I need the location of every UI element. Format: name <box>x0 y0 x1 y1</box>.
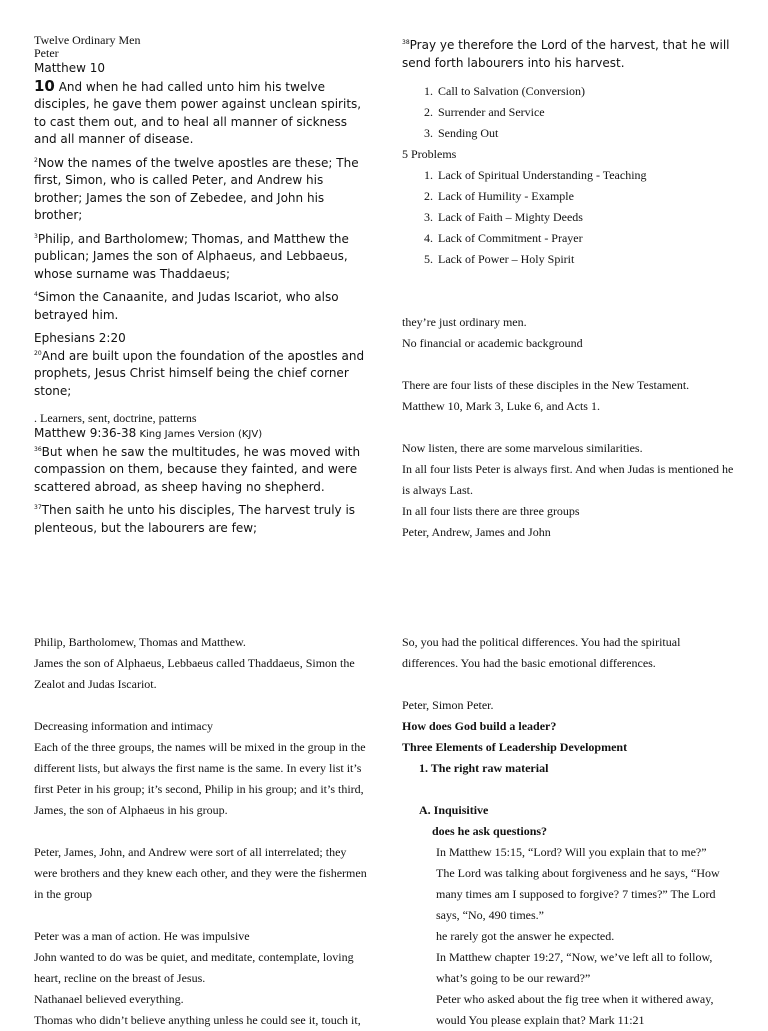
paragraph: James the son of Alphaeus, Lebbaeus called Thaddaeus, Simon the Zealot and Judas Iscariot. <box>34 656 355 691</box>
heading-raw-material: 1. The right raw material <box>419 761 549 775</box>
paragraph: In all four lists Peter is always first. And when Judas is mentioned he is always Last. <box>402 462 734 497</box>
verse-text: Now the names of the twelve apostles are these; The first, Simon, who is called Peter, and Andrew his brother; James the son of Zebedee, and John his brother; <box>34 155 359 222</box>
list-item: 1. Lack of Spiritual Understanding - Teaching <box>436 165 738 186</box>
paragraph: There are four lists of these disciples in the New Testament. <box>402 378 690 392</box>
verse-number: 20 <box>34 349 42 357</box>
verse-text: And are built upon the foundation of the apostles and prophets, Jesus Christ himself being the chief corner stone; <box>34 348 365 398</box>
paragraph: Decreasing information and intimacy <box>34 719 213 733</box>
page-quadrant-top-right <box>402 37 738 543</box>
list-item: 2. Lack of Humility - Example <box>436 186 738 207</box>
problems-heading: 5 Problems <box>402 147 457 161</box>
heading-inquisitive: A. Inquisitive <box>419 803 489 817</box>
list-item: 2. Surrender and Service <box>436 102 738 123</box>
verse-10-3 <box>34 231 370 284</box>
paragraph: The Lord was talking about forgiveness and he says, “How many times am I supposed to forgive? 7 times?” The Lord says, “No, 490 times.” <box>436 866 720 922</box>
verse-text: And when he had called unto him his twelve disciples, he gave them power against unclean spirits, to cast them out, and to heal all manner of sickness and all manner of disease. <box>34 79 362 146</box>
paragraph: Each of the three groups, the names will be mixed in the group in the different lists, but always the first name is the same. In every list it’s first Peter in his group; it’s second, Philip in his group; and it’s third, James, the son of Alphaeus in his group. <box>34 740 366 817</box>
paragraph: Peter, Simon Peter. <box>402 698 494 712</box>
verse-text: Philip, and Bartholomew; Thomas, and Matthew the publican; James the son of Alphaeus, and Lebbaeus, whose surname was Thaddaeus; <box>34 231 349 281</box>
verse-10-4 <box>34 289 370 324</box>
paragraph: John wanted to do was be quiet, and meditate, contemplate, loving heart, recline on the breast of Jesus. <box>34 950 354 985</box>
paragraph: Peter who asked about the fig tree when it withered away, would You please explain that? Mark 11:21 <box>436 992 714 1027</box>
verse-text: Pray ye therefore the Lord of the harvest, that he will send forth labourers into his harvest. <box>402 38 730 70</box>
calling-list <box>402 81 738 144</box>
verse-number: 4 <box>34 291 38 298</box>
paragraph: he rarely got the answer he expected. <box>436 929 615 943</box>
doc-title: Twelve Ordinary Men <box>34 33 141 47</box>
verse-9-37 <box>34 502 370 537</box>
paragraph: In Matthew 15:15, “Lord? Will you explain that to me?” <box>436 845 707 859</box>
verse-10-1 <box>34 78 370 149</box>
note-line: . Learners, sent, doctrine, patterns <box>34 411 197 425</box>
verse-number: 36 <box>34 445 42 453</box>
verse-9-38 <box>402 37 738 72</box>
paragraph: Philip, Bartholomew, Thomas and Matthew. <box>34 635 246 649</box>
paragraph: No financial or academic background <box>402 336 583 350</box>
heading-how-build-leader: How does God build a leader? <box>402 719 557 733</box>
verse-text: But when he saw the multitudes, he was moved with compassion on them, because they fainted, and were scattered abroad, as sheep having no shepherd. <box>34 444 361 494</box>
list-item: 1. Call to Salvation (Conversion) <box>436 81 738 102</box>
paragraph: In all four lists there are three groups <box>402 504 580 518</box>
scripture-ref-matthew-10: Matthew 10 <box>34 61 106 75</box>
list-item: 3. Lack of Faith – Mighty Deeds <box>436 207 738 228</box>
heading-three-elements: Three Elements of Leadership Development <box>402 740 628 754</box>
heading-questions: does he ask questions? <box>432 824 548 838</box>
paragraph: Peter, Andrew, James and John <box>402 525 551 539</box>
scripture-ref-matthew-9 <box>34 425 370 444</box>
verse-text: Simon the Canaanite, and Judas Iscariot, who also betrayed him. <box>34 290 339 322</box>
paragraph: So, you had the political differences. You had the spiritual differences. You had the basic emotional differences. <box>402 635 681 670</box>
verse-number: 2 <box>34 156 38 164</box>
paragraph: they’re just ordinary men. <box>402 315 527 329</box>
list-item: 3. Sending Out <box>436 123 738 144</box>
problems-list <box>402 165 738 270</box>
verse-eph-2-20 <box>34 348 370 401</box>
doc-subtitle: Peter <box>34 46 59 60</box>
paragraph: Peter was a man of action. He was impulsive <box>34 929 250 943</box>
ref-version: King James Version (KJV) <box>136 429 263 440</box>
list-item: 5. Lack of Power – Holy Spirit <box>436 249 738 270</box>
list-item: 4. Lack of Commitment - Prayer <box>436 228 738 249</box>
verse-number: 37 <box>34 504 42 511</box>
ref-text: Matthew 9:36-38 <box>34 426 137 440</box>
page-quadrant-top-left <box>34 34 370 537</box>
page-quadrant-bottom-right <box>402 632 738 1031</box>
page-quadrant-bottom-left <box>34 632 370 1031</box>
chapter-number: 10 <box>34 76 55 95</box>
verse-number: 3 <box>34 232 38 240</box>
verse-9-36 <box>34 444 370 497</box>
paragraph: In Matthew chapter 19:27, “Now, we’ve left all to follow, what’s going to be our reward?” <box>436 950 713 985</box>
paragraph: Thomas who didn’t believe anything unless he could see it, touch it, <box>34 1013 361 1027</box>
paragraph: Nathanael believed everything. <box>34 992 184 1006</box>
verse-10-2 <box>34 155 370 225</box>
paragraph: Now listen, there are some marvelous similarities. <box>402 441 643 455</box>
paragraph: Peter, James, John, and Andrew were sort of all interrelated; they were brothers and they knew each other, and they were the fishermen in the group <box>34 845 367 901</box>
verse-text: Then saith he unto his disciples, The harvest truly is plenteous, but the labourers are few; <box>34 503 356 535</box>
scripture-ref-ephesians: Ephesians 2:20 <box>34 331 126 345</box>
verse-number: 38 <box>402 39 410 46</box>
paragraph: Matthew 10, Mark 3, Luke 6, and Acts 1. <box>402 399 600 413</box>
